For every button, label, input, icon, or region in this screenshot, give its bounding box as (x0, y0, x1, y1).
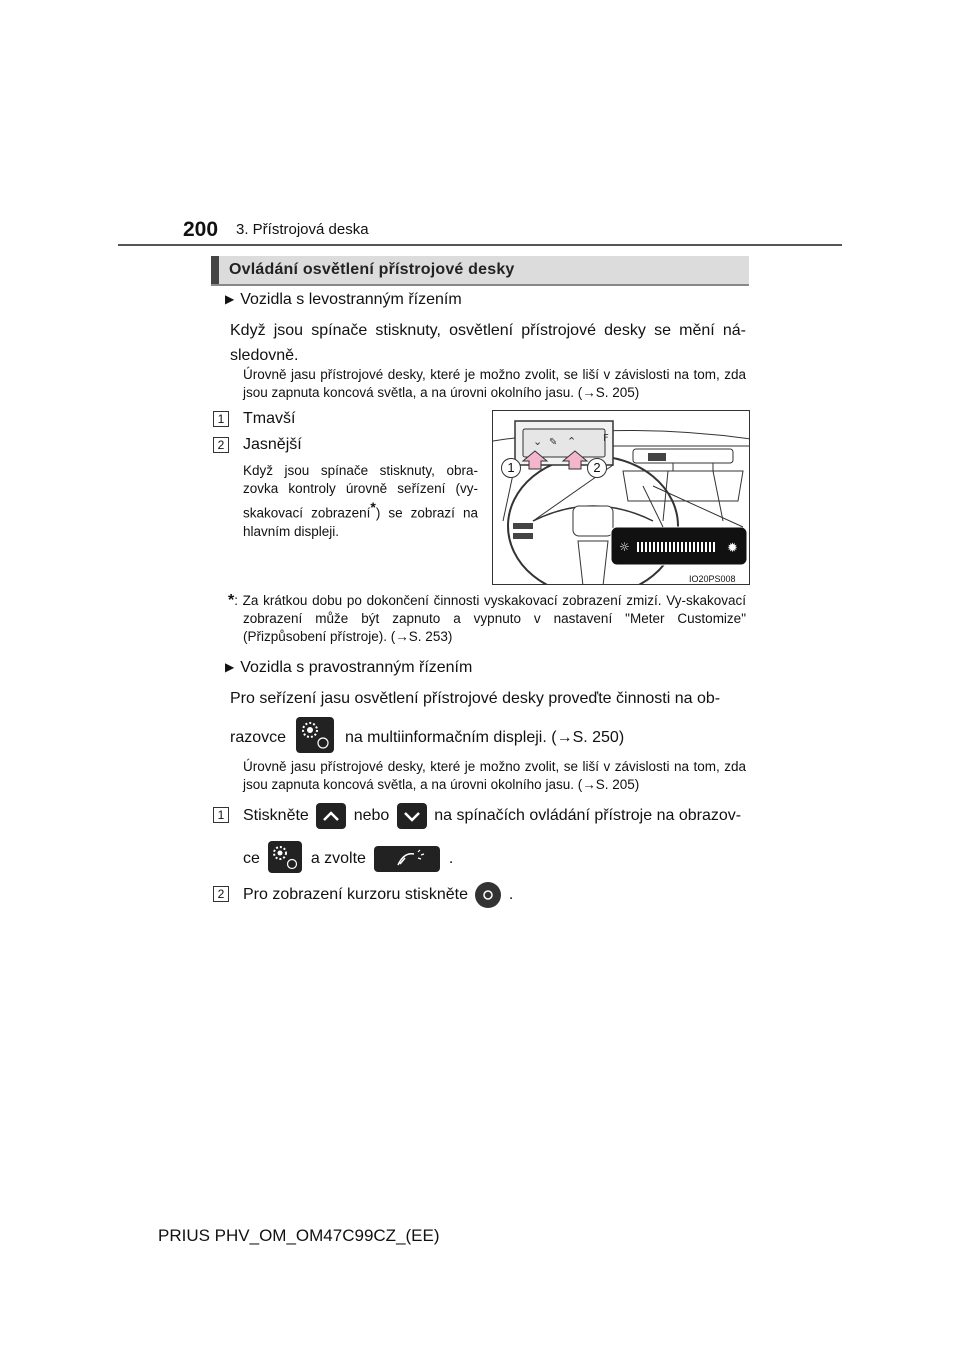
bullet-lhd: ▶ Vozidla s levostranným řízením (225, 291, 462, 308)
svg-text:✹: ✹ (727, 541, 738, 556)
rhd-note: Úrovně jasu přístrojové desky, které je možno zvolit, se liší v závislosti na tom, zda jsou zapnuta koncová světla, a na úrovni okolního jasu. (→S. 205) (243, 759, 746, 792)
rhd-body-line2: razovce na multiinformačním displeji. (→S. 250) (230, 720, 624, 756)
step-1-line2: ce a zvolte . (243, 843, 453, 875)
item-label-darker: Tmavší (243, 410, 296, 427)
chevron-down-icon (397, 803, 427, 829)
ok-button-icon (475, 882, 501, 908)
svg-text:F: F (603, 433, 609, 444)
item-number-1: 1 (213, 411, 229, 427)
section-title: Ovládání osvětlení přístrojové desky (229, 261, 515, 278)
footnote: *: Za krátkou dobu po dokončení činnosti vyskakovací zobrazení zmizí. Vy-skakovací zobrazení může být zapnuto a vypnuto v nastavení "Meter Customize" (Přizpůsobení přístroje). (→S. 253) (228, 592, 746, 644)
bullet-rhd: ▶ Vozidla s pravostranným řízením (225, 659, 473, 676)
dashboard-brightness-icon (374, 846, 440, 872)
lhd-body: Když jsou spínače stisknuty, osvětlení přístrojové desky se mění ná-sledovně. (230, 322, 746, 364)
step-2-line: Pro zobrazení kurzoru stiskněte . (243, 882, 513, 908)
svg-text:☼: ☼ (619, 540, 630, 554)
dashboard-drawing (493, 411, 750, 585)
item-number-2: 2 (213, 437, 229, 453)
dashboard-illustration (492, 410, 750, 585)
chevron-up-icon (316, 803, 346, 829)
item-label-brighter: Jasnější (243, 436, 302, 453)
step-number-1: 1 (213, 807, 229, 823)
section-underline (211, 284, 749, 286)
settings-screen-icon (296, 717, 334, 753)
svg-text:⌃: ⌃ (567, 435, 577, 448)
section-header (211, 256, 749, 284)
step-1-line1: Stiskněte nebo na spínačích ovládání přístroje na obrazov- (243, 803, 748, 829)
bullet-triangle-icon: ▶ (225, 292, 235, 306)
chapter-title: 3. Přístrojová deska (236, 221, 369, 238)
callout-2: 2 (587, 458, 607, 478)
header-rule (118, 244, 842, 246)
callout-1: 1 (501, 458, 521, 478)
document-footer: PRIUS PHV_OM_OM47C99CZ_(EE) (158, 1226, 440, 1245)
page-number: 200 (183, 218, 219, 241)
step-number-2: 2 (213, 886, 229, 902)
svg-text:⌄: ⌄ (533, 435, 543, 448)
figure-code: IO20PS008 (689, 574, 736, 584)
rhd-body-line1: Pro seřízení jasu osvětlení přístrojové desky proveďte činnosti na ob- (230, 690, 721, 707)
settings-screen-icon (268, 841, 302, 873)
item-note: Když jsou spínače stisknuty, obra-zovka kontroly úrovně seřízení (vy-skakovací zobrazení*) se zobrazí na hlavním displeji. (243, 463, 478, 539)
svg-text:✎: ✎ (549, 437, 558, 448)
lhd-note: Úrovně jasu přístrojové desky, které je možno zvolit, se liší v závislosti na tom, zda jsou zapnuta koncová světla, a na úrovni okolního jasu. (→S. 205) (243, 367, 746, 400)
bullet-triangle-icon: ▶ (225, 660, 235, 674)
